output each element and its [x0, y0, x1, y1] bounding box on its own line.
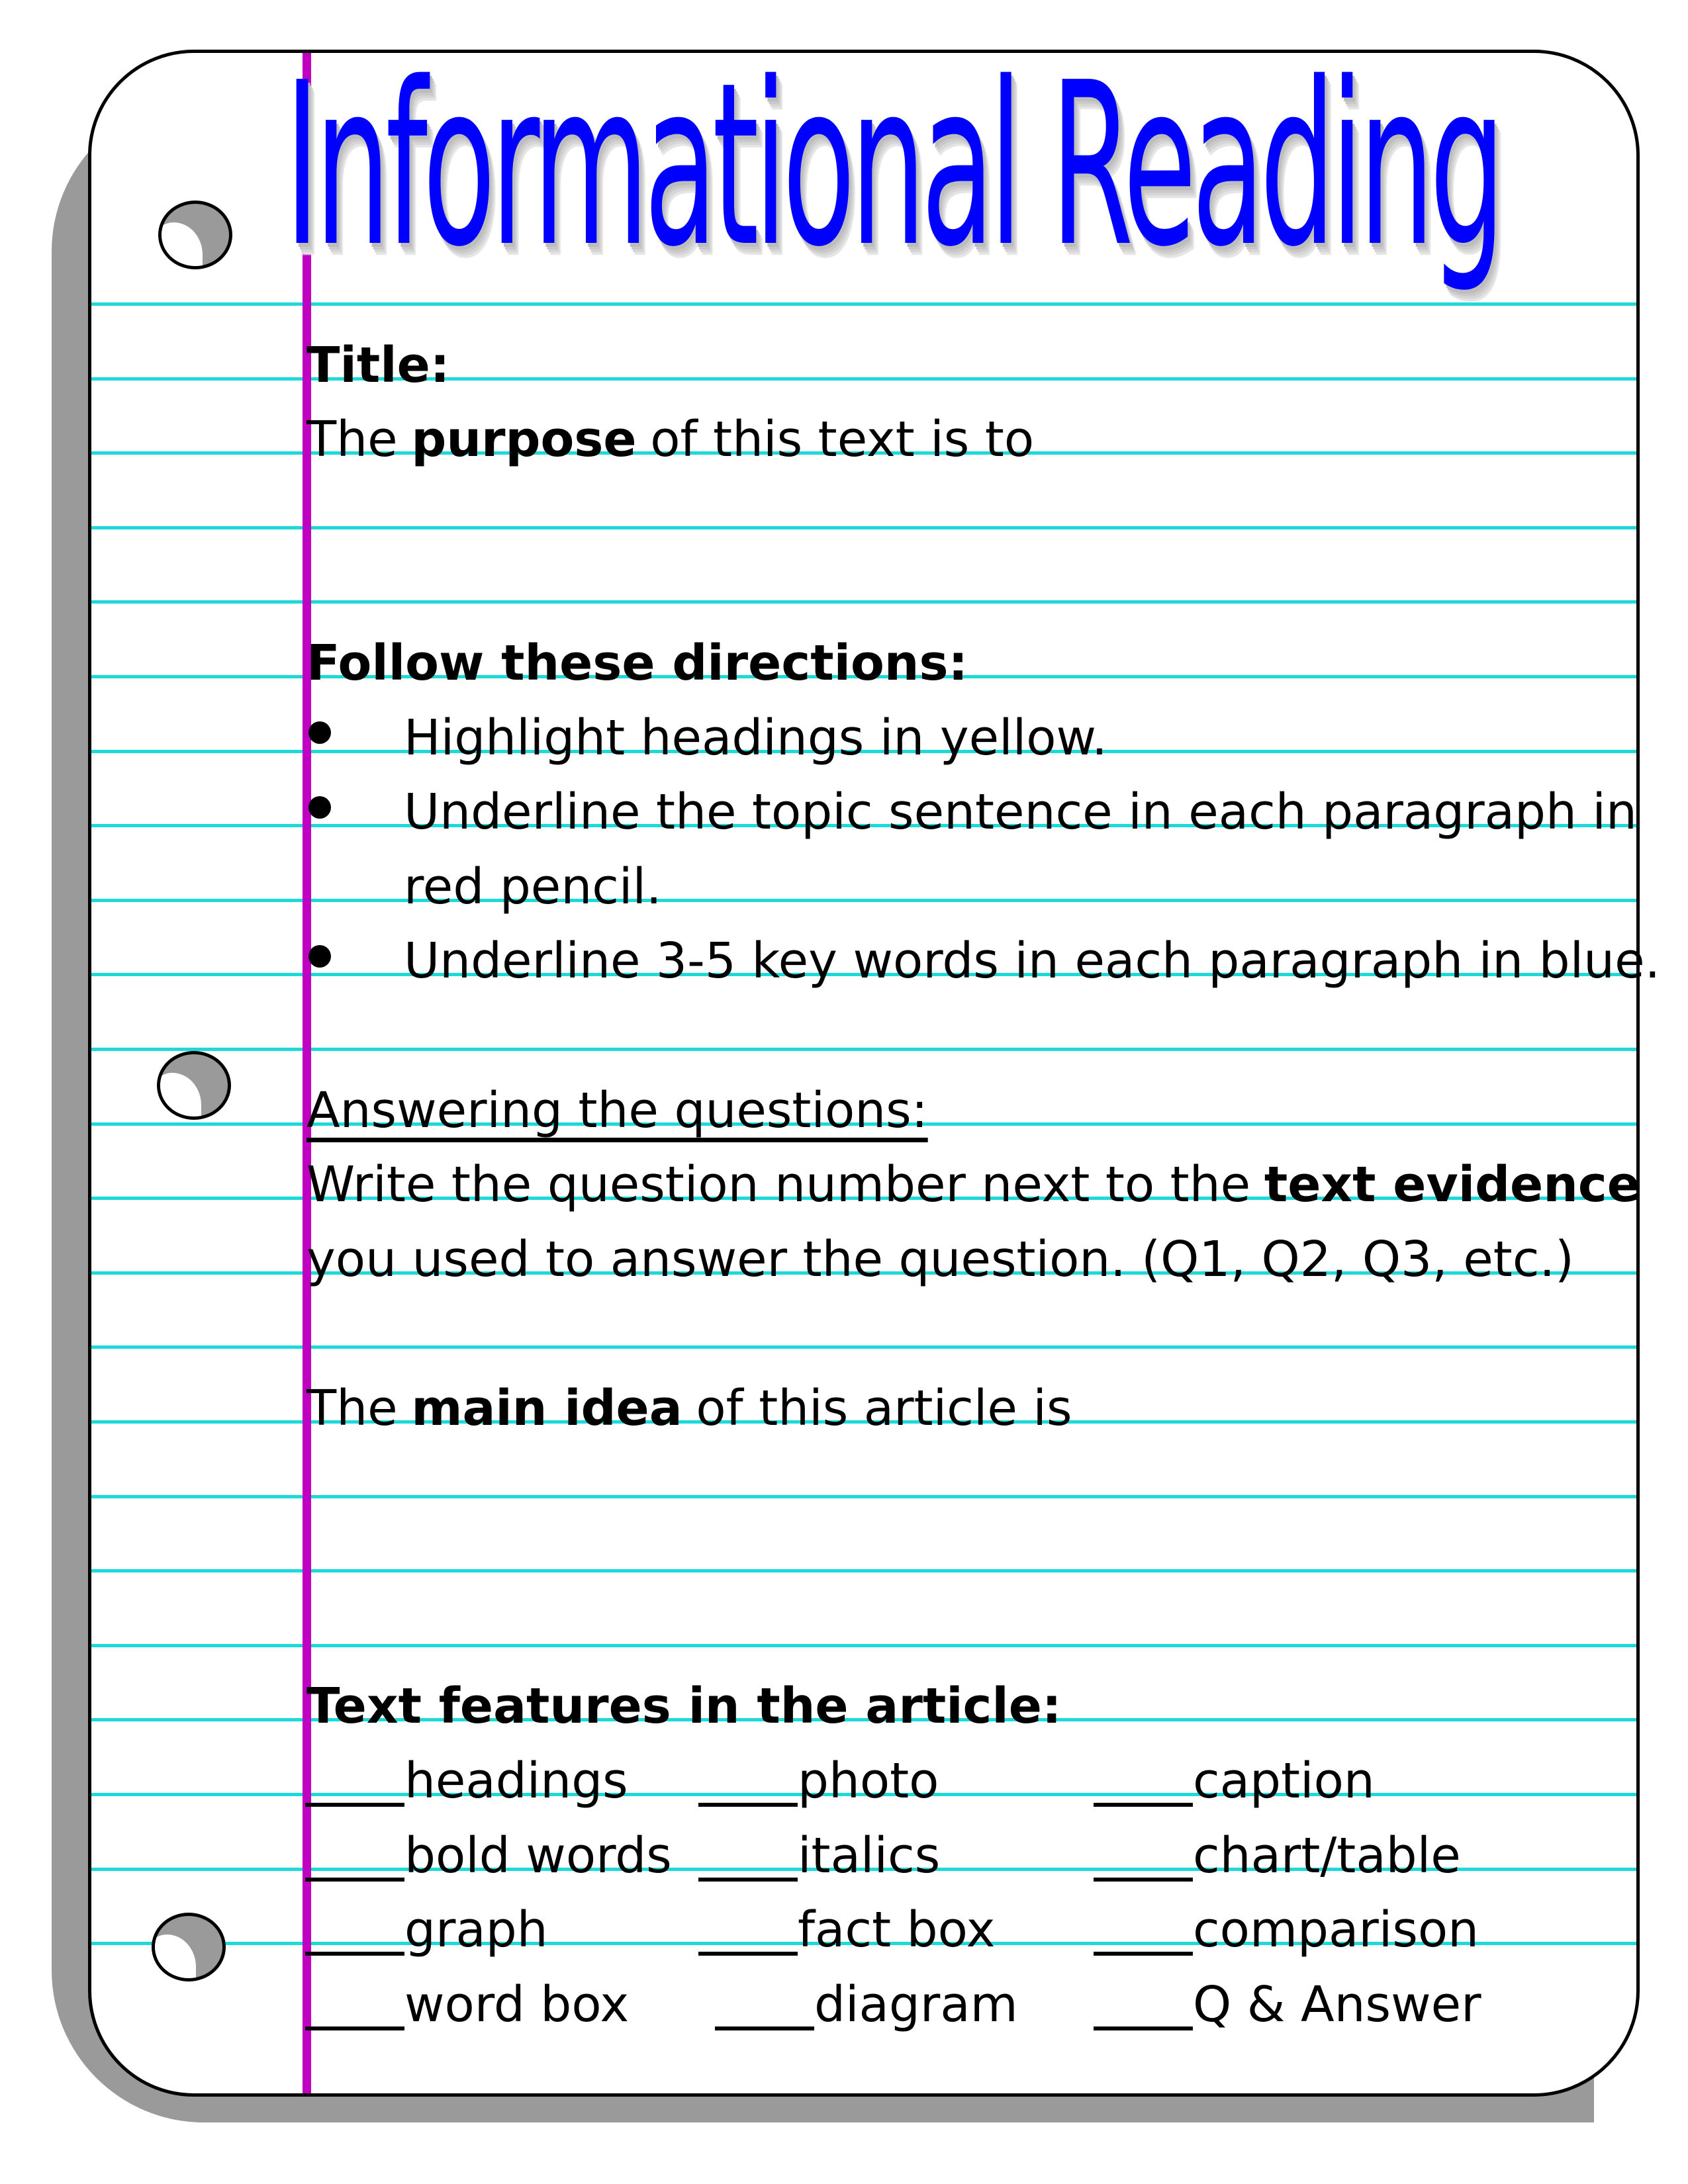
features-heading: Text features in the article: — [306, 1678, 1062, 1735]
answering-text: you used to answer the question. (Q1, Q2, Q3, etc.) — [306, 1231, 1574, 1288]
answering-line-2 — [306, 1211, 1574, 1288]
ruled-line — [91, 600, 1636, 604]
checkbox-blank-line[interactable] — [305, 1952, 404, 1956]
answering-heading: Answering the questions: — [306, 1082, 928, 1139]
answering-pre: Write the question number next to the — [306, 1156, 1251, 1213]
feature-label: word box — [404, 1976, 630, 2033]
ruled-line — [91, 1048, 1636, 1051]
checkbox-blank-line[interactable] — [698, 1878, 798, 1882]
purpose-pre: The — [306, 411, 398, 468]
checkbox-blank-line[interactable] — [1094, 1952, 1193, 1956]
ruled-line — [91, 899, 1636, 902]
ruled-line — [91, 1644, 1636, 1647]
direction-item — [404, 913, 1661, 989]
checkbox-blank-line[interactable] — [305, 1878, 404, 1882]
feature-checklist-item — [1094, 1733, 1375, 1809]
feature-checklist-item — [698, 1882, 996, 1959]
ruled-line — [91, 1495, 1636, 1498]
feature-label: diagram — [814, 1976, 1018, 2033]
answering-line-1 — [306, 1136, 1640, 1213]
page-title-container — [285, 33, 1501, 298]
answering-bold: text evidence — [1264, 1156, 1640, 1213]
purpose-post: of this text is to — [650, 411, 1035, 468]
binder-hole-icon — [152, 1913, 226, 1981]
checkbox-blank-line[interactable] — [698, 1952, 798, 1956]
directions-heading: Follow these directions: — [306, 635, 968, 692]
binder-hole-icon — [157, 1051, 231, 1120]
direction-text: red pencil. — [404, 858, 662, 915]
page-title: Informational Reading — [285, 34, 1501, 296]
direction-text: Underline the topic sentence in each paragraph in — [404, 784, 1637, 841]
ruled-line — [91, 526, 1636, 529]
feature-checklist-item — [305, 1882, 548, 1959]
feature-checklist-item — [305, 1956, 630, 2033]
checkbox-blank-line[interactable] — [1094, 1878, 1193, 1882]
feature-label: caption — [1193, 1752, 1375, 1809]
feature-label: Q & Answer — [1193, 1976, 1481, 2033]
checkbox-blank-line[interactable] — [1094, 1803, 1193, 1807]
bullet-icon — [308, 945, 331, 968]
checkbox-blank-line[interactable] — [1094, 2026, 1193, 2030]
direction-text: Highlight headings in yellow. — [404, 709, 1107, 766]
answering-heading-row — [306, 1062, 928, 1139]
title-label: Title: — [306, 337, 450, 394]
feature-checklist-item — [698, 1733, 939, 1809]
bullet-icon — [308, 796, 331, 819]
purpose-row — [306, 391, 1035, 468]
feature-checklist-item — [1094, 1882, 1479, 1959]
bullet-icon — [308, 721, 331, 744]
purpose-bold: purpose — [411, 411, 637, 468]
ruled-line — [91, 1569, 1636, 1572]
direction-item — [404, 764, 1637, 841]
direction-item — [404, 690, 1107, 766]
feature-label: photo — [798, 1752, 939, 1809]
direction-item-continuation — [404, 839, 662, 915]
feature-label: italics — [798, 1827, 941, 1884]
checkbox-blank-line[interactable] — [698, 1803, 798, 1807]
ruled-line — [91, 1345, 1636, 1349]
feature-checklist-item — [305, 1733, 628, 1809]
checkbox-blank-line[interactable] — [305, 2026, 404, 2030]
binder-hole-icon — [158, 201, 232, 269]
feature-label: graph — [404, 1901, 548, 1959]
features-heading-row — [306, 1658, 1062, 1735]
feature-label: chart/table — [1193, 1827, 1461, 1884]
feature-checklist-item — [715, 1956, 1018, 2033]
feature-checklist-item — [1094, 1956, 1481, 2033]
main-idea-pre: The — [306, 1380, 398, 1437]
feature-checklist-item — [698, 1807, 941, 1884]
checkbox-blank-line[interactable] — [305, 1803, 404, 1807]
checkbox-blank-line[interactable] — [715, 2026, 814, 2030]
title-label-row — [306, 317, 450, 394]
feature-label: bold words — [404, 1827, 672, 1884]
main-idea-bold: main idea — [411, 1380, 682, 1437]
direction-text: Underline 3-5 key words in each paragraph in blue. — [404, 933, 1661, 989]
directions-heading-row — [306, 615, 968, 692]
feature-label: fact box — [798, 1901, 996, 1959]
main-idea-row — [306, 1360, 1072, 1437]
feature-label: comparison — [1193, 1901, 1479, 1959]
main-idea-post: of this article is — [696, 1380, 1072, 1437]
feature-label: headings — [404, 1752, 628, 1809]
feature-checklist-item — [1094, 1807, 1461, 1884]
ruled-line — [91, 302, 1636, 306]
feature-checklist-item — [305, 1807, 672, 1884]
